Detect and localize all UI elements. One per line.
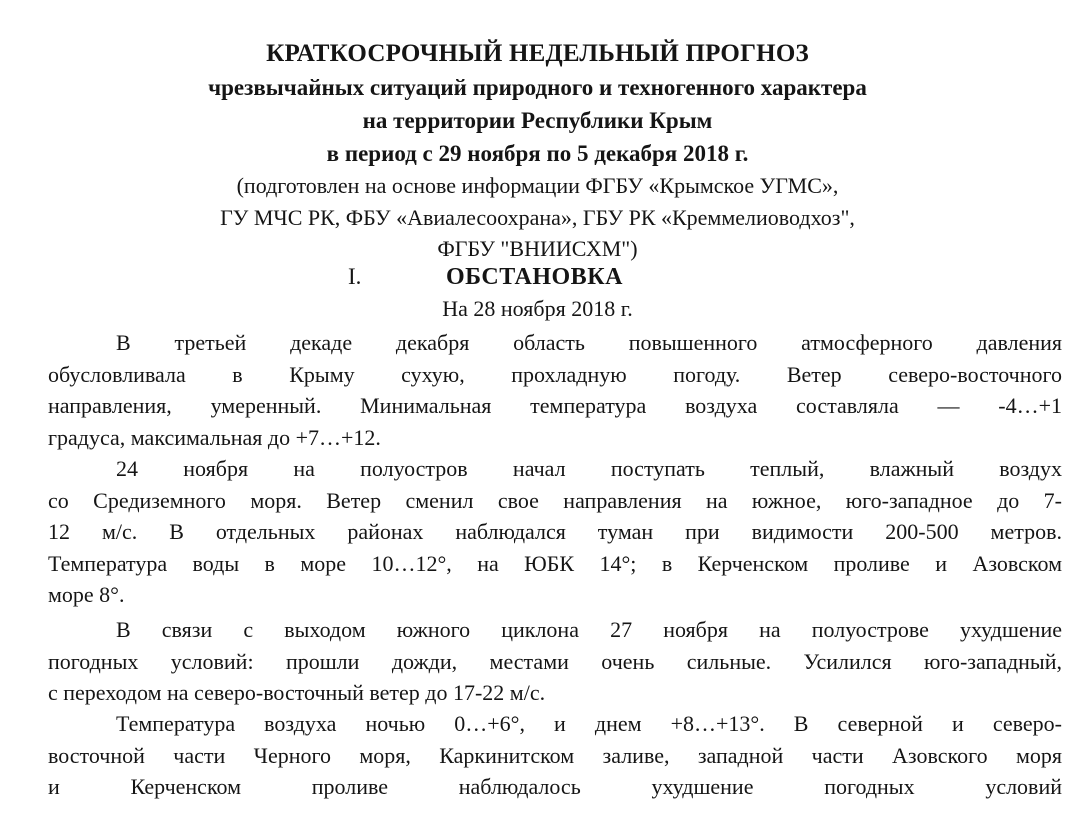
paragraph-line: направления, умеренный. Минимальная температура воздуха составляла — -4…+1 — [48, 393, 1062, 418]
paragraph-line: В третьей декаде декабря область повышенного атмосферного давления — [116, 330, 1062, 355]
paragraph-line: Температура воздуха ночью 0…+6°, и днем +8…+13°. В северной и северо- — [116, 711, 1062, 736]
source-line-2: ГУ МЧС РК, ФБУ «Авиалесоохрана», ГБУ РК «Креммелиоводхоз", — [220, 205, 855, 230]
document-subtitle-2: на территории Республики Крым — [362, 108, 713, 133]
paragraph-line: погодных условий: прошли дожди, местами очень сильные. Усилился юго-западный, — [48, 648, 1062, 674]
paragraph-line: восточной части Черного моря, Каркинитском заливе, западной части Азовского моря — [48, 742, 1062, 768]
paragraph-line: 24 ноября на полуостров начал поступать теплый, влажный воздух — [116, 456, 1062, 481]
paragraph-4 — [48, 708, 1062, 803]
paragraph-line: море 8°. — [48, 582, 125, 607]
paragraph-line: со Средиземного моря. Ветер сменил свое направления на южное, юго-западное до 7- — [48, 487, 1062, 513]
paragraph-3 — [48, 614, 1062, 709]
paragraph-2 — [48, 453, 1062, 611]
source-line-1: (подготовлен на основе информации ФГБУ «Крымское УГМС», — [236, 173, 839, 198]
paragraph-line: Температура воды в море 10…12°, на ЮБК 14°; в Керченском проливе и Азовском — [48, 550, 1062, 576]
paragraph-line: и Керченском проливе наблюдалось ухудшение погодных условий — [48, 774, 1062, 799]
section-title: ОБСТАНОВКА — [446, 264, 623, 290]
source-line-3: ФГБУ "ВНИИСХМ") — [437, 236, 638, 261]
document-period: в период с 29 ноября по 5 декабря 2018 г. — [326, 141, 749, 166]
paragraph-1 — [48, 327, 1062, 453]
paragraph-line: обусловливала в Крыму сухую, прохладную погоду. Ветер северо-восточного — [48, 361, 1062, 387]
section-date: На 28 ноября 2018 г. — [442, 296, 633, 321]
paragraph-line: 12 м/с. В отдельных районах наблюдался туман при видимости 200-500 метров. — [48, 519, 1062, 544]
paragraph-line: с переходом на северо-восточный ветер до 17-22 м/с. — [48, 680, 546, 705]
paragraph-line: В связи с выходом южного циклона 27 ноября на полуострове ухудшение — [116, 617, 1062, 642]
section-number: I. — [348, 264, 362, 289]
paragraph-line: градуса, максимальная до +7…+12. — [48, 424, 381, 450]
document-subtitle-1: чрезвычайных ситуаций природного и техногенного характера — [208, 75, 867, 100]
document-title: КРАТКОСРОЧНЫЙ НЕДЕЛЬНЫЙ ПРОГНОЗ — [266, 40, 809, 67]
